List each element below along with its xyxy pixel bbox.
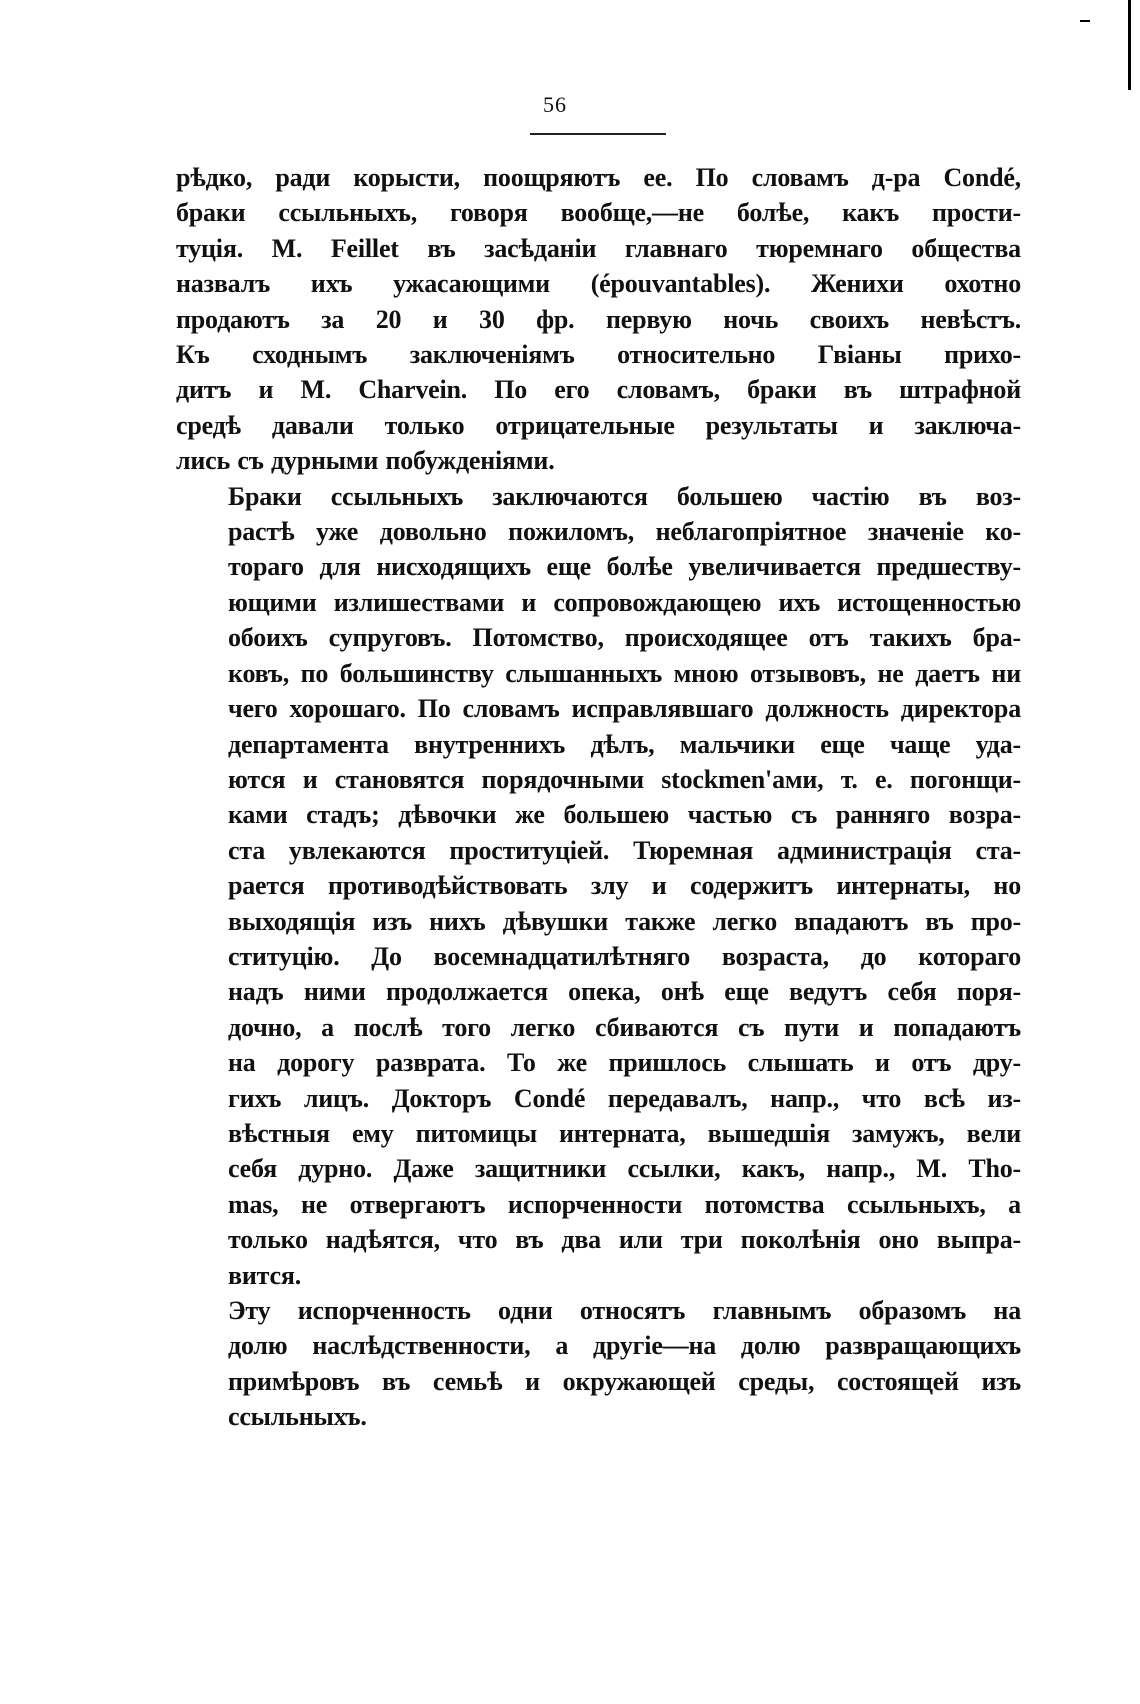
text-line: ющими излишествами и сопровождающею ихъ истощенностью: [228, 587, 1021, 617]
paragraphs-container: [176, 160, 1021, 1435]
text-line: на дорогу разврата. То же пришлось слышать и отъ дру-: [228, 1048, 1021, 1078]
text-line: ссыльныхъ.: [228, 1402, 367, 1432]
text-line: дитъ и М. Charvein. По его словамъ, браки въ штрафной: [176, 375, 1021, 405]
text-line: выходящія изъ нихъ дѣвушки также легко впадаютъ въ про-: [228, 906, 1021, 936]
text-line: рѣдко, ради корысти, поощряютъ ее. По словамъ д-ра Condé,: [176, 163, 1021, 192]
text-line: примѣровъ въ семьѣ и окружающей среды, состоящей изъ: [228, 1366, 1021, 1396]
text-line: вится.: [228, 1260, 302, 1290]
text-line: Къ сходнымъ заключеніямъ относительно Гвіаны прихо-: [176, 340, 1021, 370]
text-line: средѣ давали только отрицательные результаты и заключа-: [176, 410, 1021, 440]
right-margin-edge-mark: [1128, 0, 1131, 90]
text-line: только надѣятся, что въ два или три поколѣнія оно выпра-: [228, 1225, 1021, 1255]
page-number-rule: [530, 133, 666, 135]
text-line: ками стадъ; дѣвочки же большею частью съ ранняго возра-: [228, 800, 1021, 830]
text-line: лись съ дурными побужденіями.: [176, 446, 555, 476]
text-line: себя дурно. Даже защитники ссылки, какъ, напр., М. Tho-: [228, 1154, 1021, 1184]
text-line: дочно, а послѣ того легко сбиваются съ пути и попадаютъ: [228, 1012, 1021, 1042]
text-line: ста увлекаются проституціей. Тюремная администрація ста-: [228, 835, 1021, 865]
text-line: ковъ, по большинству слышанныхъ мною отзывовъ, не даетъ ни: [228, 658, 1021, 688]
paragraph: [176, 1293, 1021, 1435]
text-line: назвалъ ихъ ужасающими (épouvantables). Женихи охотно: [176, 269, 1021, 299]
text-line: mas, не отвергаютъ испорченности потомства ссыльныхъ, а: [228, 1189, 1021, 1219]
text-line: Браки ссыльныхъ заключаются большею частію въ воз-: [228, 481, 1021, 511]
text-line: растѣ уже довольно пожиломъ, неблагопріятное значеніе ко-: [228, 517, 1021, 547]
text-line: продаютъ за 20 и 30 фр. первую ночь своихъ невѣстъ.: [176, 304, 1021, 334]
text-line: вѣстныя ему питомицы интерната, вышедшія замужъ, вели: [228, 1118, 1021, 1148]
text-line: Эту испорченность одни относятъ главнымъ образомъ на: [228, 1296, 1021, 1325]
paragraph: [176, 160, 1021, 479]
text-line: рается противодѣйствовать злу и содержитъ интернаты, но: [228, 871, 1021, 901]
text-line: туція. М. Feillet въ засѣданіи главнаго тюремнаго общества: [176, 233, 1021, 263]
text-line: ституцію. До восемнадцатилѣтняго возраста, до котораго: [228, 941, 1021, 971]
text-line: гихъ лицъ. Докторъ Condé передавалъ, напр., что всѣ из-: [228, 1083, 1021, 1113]
page-number: [0, 92, 1140, 118]
text-line: тораго для нисходящихъ еще болѣе увеличивается предшеству-: [228, 552, 1021, 582]
text-line: браки ссыльныхъ, говоря вообще,—не болѣе, какъ прости-: [176, 198, 1021, 228]
text-line: ются и становятся порядочными stockmen'ами, т. е. погонщи-: [228, 764, 1021, 794]
paragraph: [176, 479, 1021, 1293]
text-line: департамента внутреннихъ дѣлъ, мальчики еще чаще уда-: [228, 729, 1021, 759]
text-line: обоихъ супруговъ. Потомство, происходящее отъ такихъ бра-: [228, 623, 1021, 653]
body-text: [176, 160, 1021, 1435]
text-line: долю наслѣдственности, а другіе—на долю развращающихъ: [228, 1331, 1021, 1361]
right-margin-dash: [1080, 20, 1090, 22]
text-line: чего хорошаго. По словамъ исправлявшаго должность директора: [228, 694, 1021, 724]
page-number-text: 56: [543, 92, 567, 117]
text-line: надъ ними продолжается опека, онѣ еще ведутъ себя поря-: [228, 977, 1021, 1007]
